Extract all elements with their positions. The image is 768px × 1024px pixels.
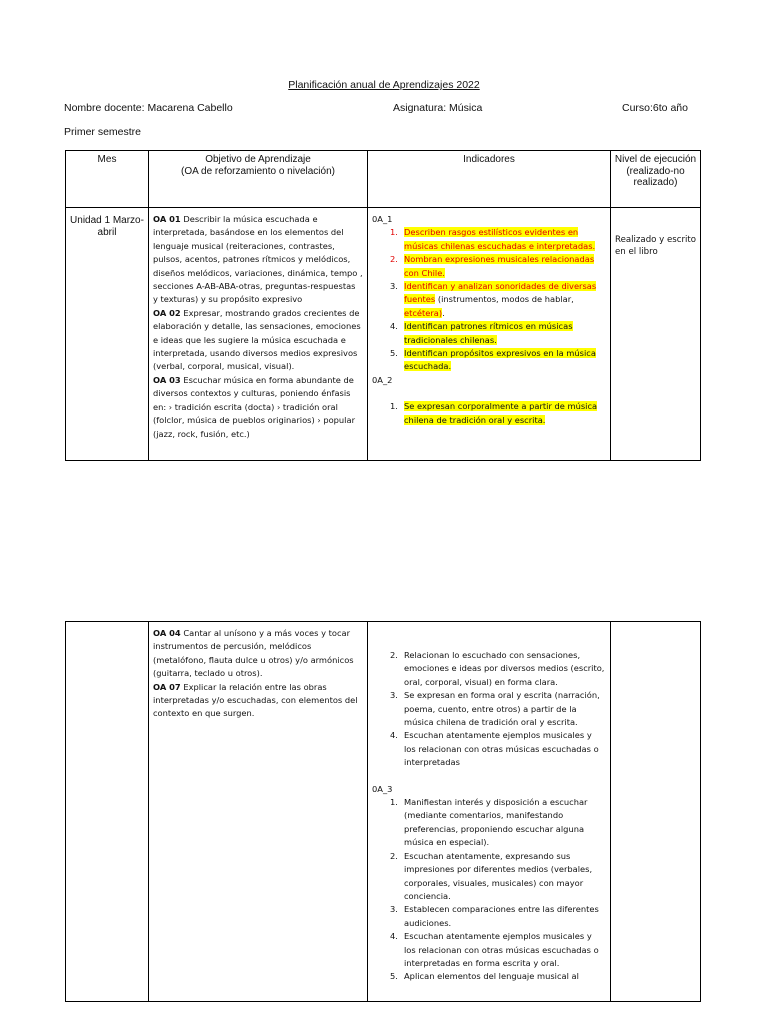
indicator-text: Escuchan atentamente, expresando sus impresiones por diferentes medios (verbales, corporales, visuales, musicales) con mayor conciencia.: [404, 850, 593, 901]
item-number: 1.: [390, 401, 398, 412]
indicators-cell: [368, 622, 611, 1002]
indicator-text: Relacionan lo escuchado con sensaciones, emociones e ideas por diversos medios (escrito, oral, corporal, visual) en forma clara.: [404, 650, 605, 687]
list-item: [372, 400, 606, 427]
list-item: [372, 930, 606, 970]
item-number: 4.: [390, 931, 398, 942]
header-nivel: Nivel de ejecución (realizado-no realizado): [611, 151, 701, 208]
header-mes: Mes: [66, 151, 149, 208]
indicator-text-highlight: Identifican y analizan sonoridades de diversas fuentes: [404, 281, 597, 305]
list-item: [372, 970, 606, 983]
indicator-text: Aplican elementos del lenguaje musical al: [404, 971, 579, 982]
list-item: [372, 796, 606, 850]
indicator-text: Describen rasgos estilísticos evidentes en músicas chilenas escuchadas e interpretadas.: [404, 227, 596, 251]
indicator-text: Identifican patrones rítmicos en músicas tradicionales chilenas.: [404, 321, 573, 345]
indicators-cell: [368, 208, 611, 461]
teacher-name: Nombre docente: Macarena Cabello: [64, 102, 233, 114]
indicator-list: [372, 649, 606, 770]
indicator-text: Identifican propósitos expresivos en la música escuchada.: [404, 348, 596, 372]
planning-table: [65, 150, 701, 461]
list-item: [372, 226, 606, 253]
table-row: [66, 208, 701, 461]
unit-month: Unidad 1 Marzo-abril: [66, 208, 149, 461]
objective-code: OA 02: [153, 307, 181, 318]
item-number: 1.: [390, 227, 398, 238]
indicator-text: Se expresan corporalmente a partir de música chilena de tradición oral y escrita.: [404, 401, 598, 425]
list-item: [372, 253, 606, 280]
objective-text: Cantar al unísono y a más voces y tocar instrumentos de percusión, melódicos (metalófono, flauta dulce u otros) y/o armónicos (guitarra, teclado u otros).: [153, 628, 354, 679]
document-title: Planificación anual de Aprendizajes 2022: [288, 79, 480, 91]
objective-item: [153, 681, 363, 721]
objective-code: OA 07: [153, 681, 181, 692]
execution-status-empty: [611, 622, 701, 1002]
indicator-list: [372, 226, 606, 373]
item-number: 2.: [390, 850, 398, 861]
header-indicadores: Indicadores: [368, 151, 611, 208]
objectives-cell: [149, 208, 368, 461]
item-number: 3.: [390, 281, 398, 292]
list-item: [372, 850, 606, 904]
list-item: [372, 347, 606, 374]
indicator-text: Establecen comparaciones entre las diferentes audiciones.: [404, 904, 599, 928]
item-number: 5.: [390, 348, 398, 359]
objective-code: OA 01: [153, 214, 181, 224]
objective-text: Escuchar música en forma abundante de diversos contextos y culturas, poniendo énfasis en: › tradición escrita (docta) › tradición oral (folclor, música de pueblos originarios) › popular (jazz, rock, fusión, etc.): [153, 374, 355, 439]
item-number: 3.: [390, 904, 398, 915]
list-item: [372, 320, 606, 347]
item-number: 4.: [390, 730, 398, 741]
list-item: [372, 729, 606, 769]
objective-text: Describir la música escuchada e interpretada, basándose en los elementos del lenguaje musical (reiteraciones, contrastes, pulsos, acentos, patrones rítmicos y melódicos, diseños melódicos, variaciones, dinámica, tempo , secciones A-AB-ABA-otras, preguntas-respuestas y texturas) y su propósito expresivo: [153, 214, 363, 305]
objective-code: OA 04: [153, 628, 181, 638]
indicator-text-highlight: etcétera): [404, 307, 443, 318]
header-objetivo-line1: Objetivo de Aprendizaje: [205, 154, 311, 165]
list-item: [372, 280, 606, 320]
objective-text: Explicar la relación entre las obras interpretadas y/o escuchadas, con elementos del contexto en que surgen.: [153, 681, 358, 719]
objectives-cell: [149, 622, 368, 1002]
subject: Asignatura: Música: [393, 102, 483, 114]
course: Curso:6to año: [622, 102, 688, 114]
item-number: 4.: [390, 321, 398, 332]
header-objetivo: [149, 151, 368, 208]
planning-table-continued: [65, 621, 701, 1002]
indicator-text: Escuchan atentamente ejemplos musicales y los relacionan con otras músicas escuchadas o interpretadas: [404, 730, 599, 768]
item-number: 5.: [390, 971, 398, 982]
item-number: 2.: [390, 254, 398, 265]
objective-text: Expresar, mostrando grados crecientes de elaboración y detalle, las sensaciones, emociones e ideas que les sugiere la música escuchada e interpretada, usando diversos medios expresivos (verbal, corporal, musical, visual).: [153, 307, 361, 372]
objective-item: [153, 213, 363, 307]
semester-label: Primer semestre: [64, 126, 142, 138]
indicator-text: Manifiestan interés y disposición a escuchar (mediante comentarios, manifestando preferencias, proponiendo escuchar alguna música en especial).: [404, 797, 588, 848]
item-number: 1.: [390, 797, 398, 808]
list-item: [372, 649, 606, 689]
objective-item: [153, 627, 363, 681]
item-number: 2.: [390, 650, 398, 660]
indicator-text: Se expresan en forma oral y escrita (narración, poema, cuento, entre otros) a partir de la música chilena de tradición oral y escrita.: [404, 690, 600, 728]
execution-status: Realizado y escrito en el libro: [611, 208, 701, 461]
indicator-text: Escuchan atentamente ejemplos musicales y los relacionan con otras músicas escuchadas o interpretadas en forma escrita y oral.: [404, 931, 599, 968]
indicator-text: .: [442, 307, 445, 318]
indicator-list: [372, 400, 606, 427]
indicator-group-label: 0A_1: [372, 214, 393, 224]
item-number: 3.: [390, 690, 398, 701]
indicator-list: [372, 796, 606, 984]
objective-item: [153, 307, 363, 374]
header-objetivo-line2: (OA de reforzamiento o nivelación): [181, 165, 335, 177]
indicator-group-label: 0A_2: [372, 374, 393, 385]
objective-item: [153, 374, 363, 441]
unit-month-empty: [66, 622, 149, 1002]
indicator-group-label: 0A_3: [372, 783, 393, 794]
table-row: [66, 622, 701, 1002]
table-header-row: [66, 151, 701, 208]
objective-code: OA 03: [153, 374, 181, 385]
list-item: [372, 689, 606, 729]
list-item: [372, 903, 606, 930]
indicator-text: Nombran expresiones musicales relacionadas con Chile.: [404, 254, 595, 278]
indicator-text: (instrumentos, modos de hablar,: [435, 294, 574, 305]
